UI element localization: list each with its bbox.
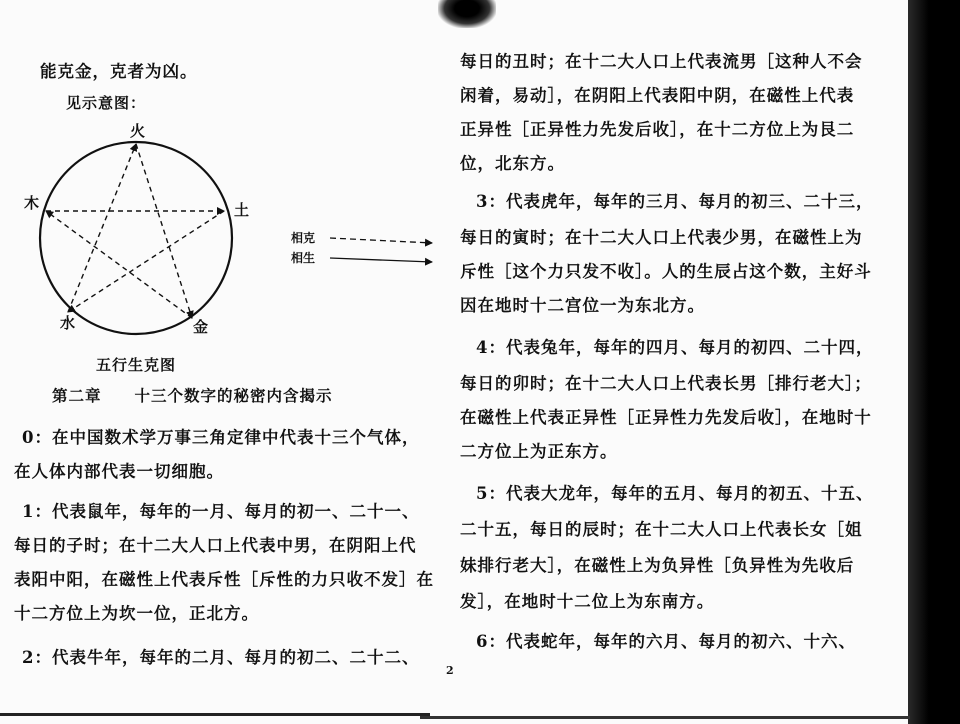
right-body-line-13: 5：代表大龙年，每年的五月、每月的初五、十五、	[476, 484, 874, 503]
label-fire: 火	[130, 122, 146, 140]
legend-restrain-label: 相克	[291, 231, 316, 245]
left-body-line-7: 2：代表牛年，每年的二月、每月的初二、二十二、	[22, 648, 420, 667]
right-body-line-11: 在磁性上代表正异性［正异性力先发后收］，在地时十	[460, 408, 872, 427]
wuxing-diagram	[0, 0, 460, 350]
legend-generate-label: 相生	[291, 251, 316, 265]
right-body-line-3: 正异性［正异性力先发后收］，在十二方位上为艮二	[460, 120, 855, 139]
left-body-line-3: 1：代表鼠年，每年的一月、每月的初一、二十一、	[22, 502, 420, 521]
right-page	[430, 0, 908, 724]
left-body-line-2: 在人体内部代表一切细胞。	[14, 462, 224, 481]
left-body-line-4: 每日的子时；在十二大人口上代表中男，在阴阳上代	[14, 536, 417, 555]
legend-solid-arrow	[330, 258, 432, 262]
right-body-line-8: 因在地时十二宫位一为东北方。	[460, 296, 705, 315]
left-body-line-6: 十二方位上为坎一位，正北方。	[14, 604, 259, 623]
left-body-line-1: 0：在中国数术学万事三角定律中代表十三个气体，	[22, 428, 420, 447]
right-body-line-6: 每日的寅时；在十二大人口上代表少男，在磁性上为	[460, 228, 863, 247]
diagram-caption: 五行生克图	[96, 356, 177, 374]
label-earth: 土	[234, 201, 250, 219]
right-body-line-15: 妹排行老大］，在磁性上为负异性［负异性为先收后	[460, 556, 855, 575]
right-body-line-16: 发］，在地时十二位上为东南方。	[460, 592, 715, 611]
right-body-line-9: 4：代表兔年，每年的四月、每月的初四、二十四，	[476, 338, 874, 357]
restrain-arrow-earth-water	[68, 211, 224, 312]
right-body-line-17: 6：代表蛇年，每年的六月、每月的初六、十六、	[476, 632, 856, 651]
page-number: 2	[446, 664, 454, 677]
right-body-line-14: 二十五，每日的辰时；在十二大人口上代表长女［姐	[460, 520, 863, 539]
label-metal: 金	[193, 318, 209, 336]
legend-dashed-arrow	[330, 238, 432, 243]
scan-bottom-edge-left	[0, 713, 430, 716]
chapter-heading: 第二章 十三个数字的秘密内含揭示	[52, 386, 333, 405]
right-body-line-12: 二方位上为正东方。	[460, 442, 618, 461]
scan-dark-edge	[908, 0, 960, 724]
scan-bottom-edge-right	[420, 716, 910, 719]
left-body-line-5: 表阳中阳，在磁性上代表斥性［斥性的力只收不发］在	[14, 570, 434, 589]
right-body-line-2: 闲着，易动］，在阴阳上代表阳中阴，在磁性上代表	[460, 86, 855, 105]
diagram-circle	[40, 142, 232, 334]
right-body-line-10: 每日的卯时；在十二大人口上代表长男［排行老大］；	[460, 374, 872, 393]
restrain-arrow-metal-wood	[46, 211, 192, 318]
right-body-line-7: 斥性［这个力只发不收］。人的生辰占这个数，主好斗	[460, 262, 872, 281]
label-water: 水	[60, 314, 76, 332]
restrain-arrow-fire-metal	[136, 144, 192, 318]
right-body-line-1: 每日的丑时；在十二大人口上代表流男［这种人不会	[460, 52, 863, 71]
label-wood: 木	[24, 194, 40, 212]
intro-line-2: 见示意图：	[66, 94, 147, 112]
intro-line-1: 能克金，克者为凶。	[40, 62, 198, 81]
right-body-line-5: 3：代表虎年，每年的三月、每月的初三、二十三，	[476, 192, 874, 211]
right-body-line-4: 位，北东方。	[460, 154, 565, 173]
restrain-arrow-water-fire	[68, 144, 136, 312]
